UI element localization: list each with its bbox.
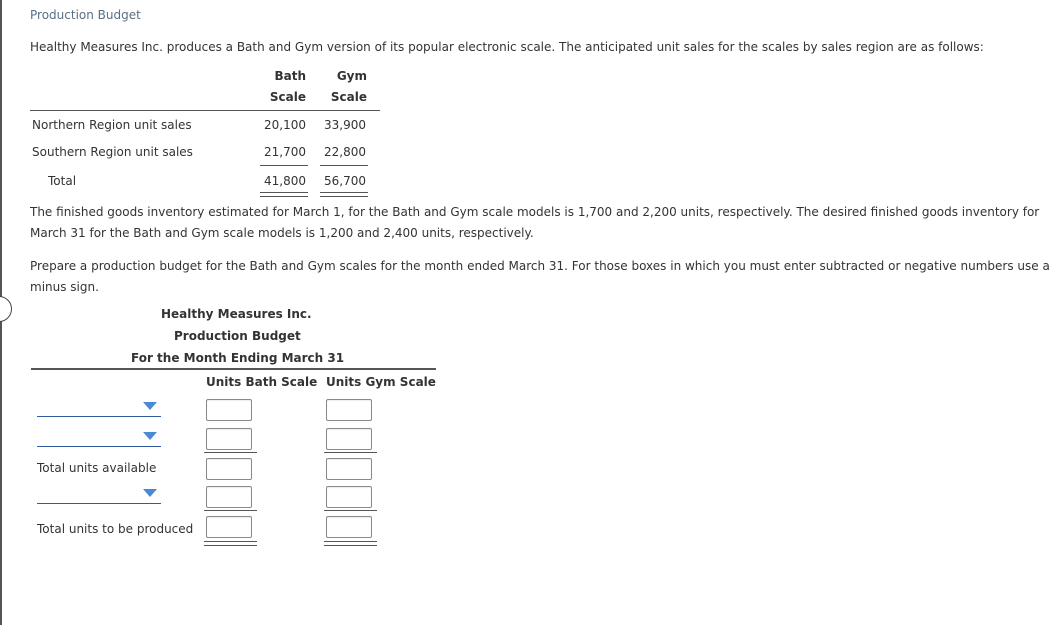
collapse-panel-handle[interactable]	[0, 296, 12, 322]
bath-total-double-rule	[204, 541, 257, 546]
instructions-paragraph: Prepare a production budget for the Bath and Gym scales for the month ended March 31. For those boxes in which you must enter subtracted or negative numbers use a minus sign.	[30, 259, 1050, 294]
budget-title: Production Budget	[174, 329, 301, 343]
chevron-down-icon	[143, 432, 157, 440]
chevron-down-icon	[143, 489, 157, 497]
bath-header-line1: Bath	[274, 69, 306, 83]
row1-gym-input[interactable]	[326, 399, 372, 421]
row1-label-dropdown[interactable]	[37, 394, 161, 417]
table-cell-gym: 22,800	[324, 145, 366, 159]
section-heading: Production Budget	[30, 8, 141, 22]
table-cell-gym-total: 56,700	[324, 174, 366, 188]
column-header-gym: Units Gym Scale	[326, 375, 436, 389]
chevron-down-icon	[143, 402, 157, 410]
bath-subtotal-rule	[260, 165, 308, 166]
bath-subtotal-rule	[204, 452, 257, 453]
budget-period: For the Month Ending March 31	[131, 351, 345, 365]
total-available-bath-input[interactable]	[206, 458, 252, 480]
total-units-produced-label: Total units to be produced	[37, 522, 194, 536]
gym-subtotal-rule	[320, 165, 368, 166]
bath-total-double-rule	[260, 192, 308, 197]
table-row-label-total: Total	[48, 174, 77, 188]
budget-company-name: Healthy Measures Inc.	[161, 307, 312, 321]
row4-label-dropdown[interactable]	[37, 481, 161, 504]
table-cell-bath: 21,700	[264, 145, 306, 159]
row4-bath-input[interactable]	[206, 486, 252, 508]
inventory-paragraph: The finished goods inventory estimated for March 1, for the Bath and Gym scale models is 1,700 and 2,200 units, respectively. The desired finished goods inventory for March 31 for the Bath and Gym scale models is 1,200 and 2,400 units, respectively.	[30, 205, 1040, 240]
row4-gym-input[interactable]	[326, 486, 372, 508]
table-row-label: Southern Region unit sales	[32, 145, 193, 159]
total-available-gym-input[interactable]	[326, 458, 372, 480]
column-header-bath: Units Bath Scale	[206, 375, 318, 389]
row2-gym-input[interactable]	[326, 428, 372, 450]
gym-header-line2: Scale	[330, 90, 367, 104]
table-row-label: Northern Region unit sales	[32, 118, 192, 132]
intro-paragraph: Healthy Measures Inc. produces a Bath and Gym version of its popular electronic scale. The anticipated unit sales for the scales by sales region are as follows:	[30, 40, 984, 54]
row2-bath-input[interactable]	[206, 428, 252, 450]
sales-header-rule	[30, 110, 380, 111]
gym-subtotal-rule	[324, 452, 377, 453]
gym-total-double-rule	[324, 541, 377, 546]
total-produced-bath-input[interactable]	[206, 516, 252, 538]
table-cell-bath: 20,100	[264, 118, 306, 132]
total-units-available-label: Total units available	[37, 461, 157, 475]
bath-header-line2: Scale	[269, 90, 306, 104]
bath-deduction-rule	[204, 510, 257, 511]
budget-header-rule	[31, 368, 436, 370]
table-cell-bath-total: 41,800	[264, 174, 306, 188]
table-cell-gym: 33,900	[324, 118, 366, 132]
row2-label-dropdown[interactable]	[37, 424, 161, 447]
gym-header-line1: Gym	[336, 69, 367, 83]
total-produced-gym-input[interactable]	[326, 516, 372, 538]
gym-deduction-rule	[324, 510, 377, 511]
row1-bath-input[interactable]	[206, 399, 252, 421]
gym-total-double-rule	[320, 192, 368, 197]
